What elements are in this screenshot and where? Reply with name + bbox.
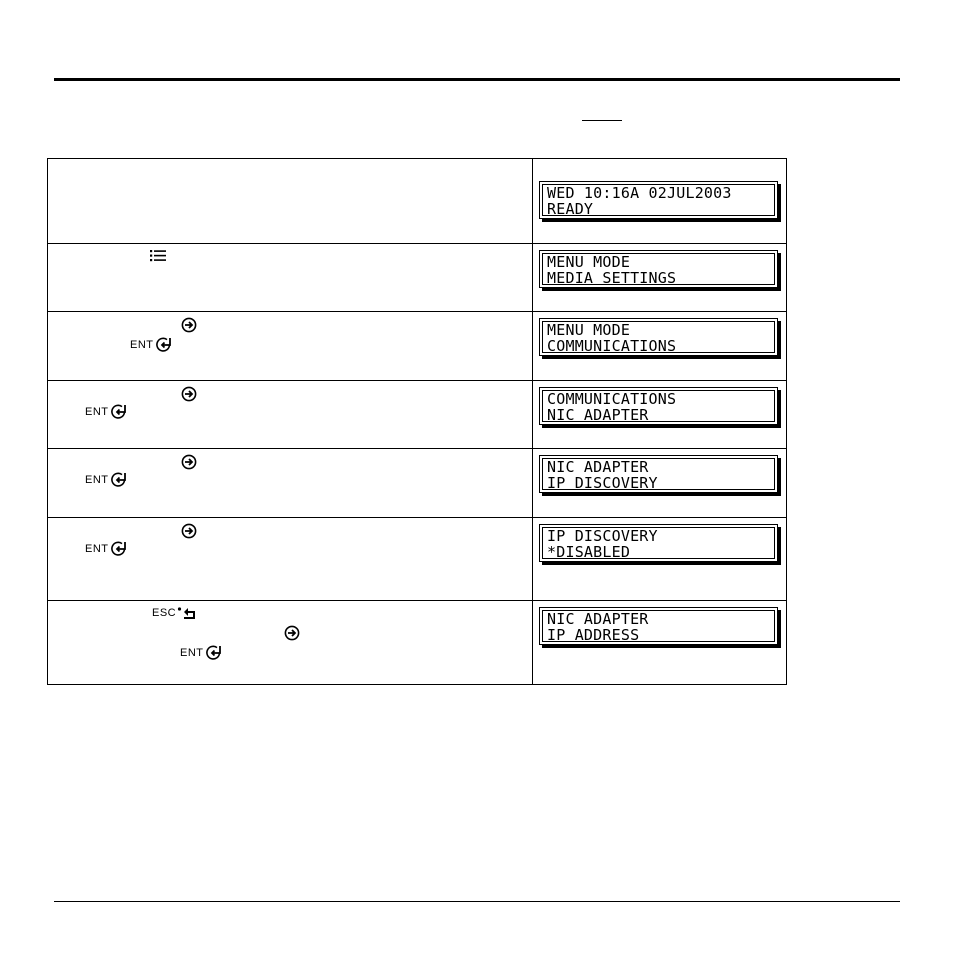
enter-key-label: ENT (180, 647, 204, 659)
escape-key-label: ESC (152, 607, 177, 619)
underline-mark (582, 120, 622, 121)
enter-return-icon (85, 540, 128, 558)
right-arrow-circle-icon (181, 317, 197, 333)
header-rule (54, 78, 900, 81)
lcd-line-2: NIC ADAPTER (547, 406, 649, 424)
table-row (48, 518, 787, 601)
instruction-cell (48, 381, 533, 449)
display-cell (533, 244, 787, 312)
footer-rule (54, 901, 900, 902)
enter-key-label: ENT (85, 474, 109, 486)
enter-key-label: ENT (85, 543, 109, 555)
table-row (48, 312, 787, 381)
lcd-line-2: COMMUNICATIONS (547, 337, 677, 355)
lcd-line-1: MENU MODE (547, 321, 631, 339)
enter-return-icon (130, 336, 173, 354)
lcd-line-1: NIC ADAPTER (547, 610, 649, 628)
enter-key-label: ENT (130, 339, 154, 351)
lcd-line-2: READY (547, 200, 594, 218)
procedure-table (47, 158, 787, 685)
table-row (48, 601, 787, 685)
table-row (48, 449, 787, 518)
enter-return-icon (180, 644, 223, 662)
right-arrow-circle-icon (181, 454, 197, 470)
lcd-line-1: IP DISCOVERY (547, 527, 658, 545)
table-row (48, 381, 787, 449)
lcd-line-1: NIC ADAPTER (547, 458, 649, 476)
display-cell (533, 601, 787, 685)
lcd-display (539, 607, 778, 645)
enter-return-icon (85, 403, 128, 421)
display-cell (533, 159, 787, 244)
escape-back-icon (152, 606, 197, 620)
right-arrow-circle-icon (181, 523, 197, 539)
instruction-cell (48, 449, 533, 518)
instruction-cell (48, 601, 533, 685)
instruction-cell (48, 312, 533, 381)
lcd-line-1: MENU MODE (547, 253, 631, 271)
enter-return-icon (85, 471, 128, 489)
lcd-line-1: WED 10:16A 02JUL2003 (547, 184, 732, 202)
lcd-line-2: *DISABLED (547, 543, 631, 561)
lcd-line-2: IP ADDRESS (547, 626, 640, 644)
lcd-line-2: MEDIA SETTINGS (547, 269, 677, 287)
lcd-line-2: IP DISCOVERY (547, 474, 658, 492)
menu-list-icon (149, 249, 167, 263)
display-cell (533, 449, 787, 518)
display-cell (533, 312, 787, 381)
lcd-display (539, 524, 778, 562)
table-row (48, 159, 787, 244)
instruction-cell (48, 159, 533, 244)
enter-key-label: ENT (85, 406, 109, 418)
lcd-line-1: COMMUNICATIONS (547, 390, 677, 408)
lcd-display (539, 455, 778, 493)
right-arrow-circle-icon (181, 386, 197, 402)
instruction-cell (48, 518, 533, 601)
instruction-cell (48, 244, 533, 312)
table-row (48, 244, 787, 312)
display-cell (533, 518, 787, 601)
right-arrow-circle-icon (284, 625, 300, 641)
lcd-display (539, 318, 778, 356)
display-cell (533, 381, 787, 449)
lcd-display (539, 181, 778, 219)
lcd-display (539, 250, 778, 288)
lcd-display (539, 387, 778, 425)
